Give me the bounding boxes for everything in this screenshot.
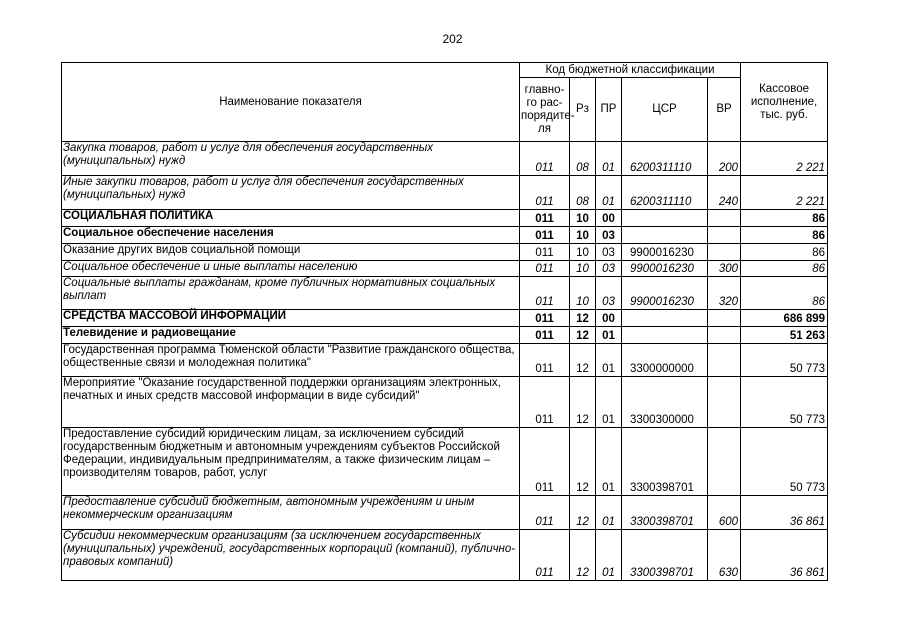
row-name: Предоставление субсидий юридическим лицам, за исключением субсидий государственным бюджетным и автономным учреждениям субъектов Российской Федерации, индивидуальным предпринимателям, а также физическим лицам – производителям товаров, работ, услуг xyxy=(62,428,520,496)
row-rz: 12 xyxy=(570,327,596,344)
row-vr xyxy=(708,344,741,377)
row-rz: 12 xyxy=(570,377,596,428)
header-csr: ЦСР xyxy=(622,78,708,142)
row-name: Закупка товаров, работ и услуг для обеспечения государственных (муниципальных) нужд xyxy=(62,142,520,176)
row-name: Мероприятие "Оказание государственной поддержки организациям электронных, печатных и иных средств массовой информации в виде субсидий" xyxy=(62,377,520,428)
table-row xyxy=(62,142,828,176)
row-csr: 3300398701 xyxy=(622,428,708,496)
table-row xyxy=(62,310,828,327)
row-pr: 01 xyxy=(596,496,622,530)
row-rz: 08 xyxy=(570,176,596,210)
table-body xyxy=(62,142,828,581)
row-name: Предоставление субсидий бюджетным, автономным учреждениям и иным некоммерческим организациям xyxy=(62,496,520,530)
row-csr: 3300398701 xyxy=(622,496,708,530)
row-admin-code: 011 xyxy=(520,210,570,227)
table-row xyxy=(62,496,828,530)
row-pr: 03 xyxy=(596,244,622,261)
header-pr: ПР xyxy=(596,78,622,142)
row-vr: 630 xyxy=(708,530,741,581)
row-pr: 00 xyxy=(596,210,622,227)
row-rz: 10 xyxy=(570,210,596,227)
row-name: Социальное обеспечение населения xyxy=(62,227,520,244)
row-vr: 200 xyxy=(708,142,741,176)
row-pr: 03 xyxy=(596,227,622,244)
row-csr xyxy=(622,210,708,227)
row-rz: 12 xyxy=(570,496,596,530)
row-admin-code: 011 xyxy=(520,496,570,530)
row-name: Субсидии некоммерческим организациям (за исключением государственных (муниципальных) учреждений, государственных корпораций (компаний), публично-правовых компаний) xyxy=(62,530,520,581)
row-admin-code: 011 xyxy=(520,428,570,496)
row-vr: 300 xyxy=(708,261,741,277)
row-amount: 686 899 xyxy=(741,310,828,327)
row-csr: 3300000000 xyxy=(622,344,708,377)
row-admin-code: 011 xyxy=(520,244,570,261)
row-rz: 10 xyxy=(570,227,596,244)
row-amount: 2 221 xyxy=(741,142,828,176)
row-admin-code: 011 xyxy=(520,142,570,176)
row-amount: 51 263 xyxy=(741,327,828,344)
header-name: Наименование показателя xyxy=(62,63,520,142)
header-budget-code: Код бюджетной классификации xyxy=(520,63,741,78)
row-admin-code: 011 xyxy=(520,310,570,327)
row-admin-code: 011 xyxy=(520,530,570,581)
row-csr: 6200311110 xyxy=(622,142,708,176)
row-rz: 10 xyxy=(570,277,596,310)
budget-table xyxy=(61,62,828,581)
row-csr xyxy=(622,327,708,344)
row-vr xyxy=(708,210,741,227)
table-row xyxy=(62,277,828,310)
row-csr: 9900016230 xyxy=(622,277,708,310)
row-pr: 01 xyxy=(596,530,622,581)
table-row xyxy=(62,377,828,428)
row-admin-code: 011 xyxy=(520,176,570,210)
row-amount: 86 xyxy=(741,227,828,244)
row-csr: 9900016230 xyxy=(622,261,708,277)
row-amount: 86 xyxy=(741,244,828,261)
row-pr: 03 xyxy=(596,261,622,277)
row-amount: 86 xyxy=(741,210,828,227)
row-name: СОЦИАЛЬНАЯ ПОЛИТИКА xyxy=(62,210,520,227)
header-vr: ВР xyxy=(708,78,741,142)
row-amount: 36 861 xyxy=(741,530,828,581)
row-csr: 3300300000 xyxy=(622,377,708,428)
row-csr xyxy=(622,227,708,244)
row-csr xyxy=(622,310,708,327)
table-row xyxy=(62,176,828,210)
row-name: Оказание других видов социальной помощи xyxy=(62,244,520,261)
row-name: Социальные выплаты гражданам, кроме публичных нормативных социальных выплат xyxy=(62,277,520,310)
table-row xyxy=(62,428,828,496)
table-row xyxy=(62,244,828,261)
row-admin-code: 011 xyxy=(520,261,570,277)
row-rz: 10 xyxy=(570,244,596,261)
row-vr xyxy=(708,227,741,244)
row-admin-code: 011 xyxy=(520,377,570,428)
header-rz: Рз xyxy=(570,78,596,142)
table-row xyxy=(62,327,828,344)
row-pr: 03 xyxy=(596,277,622,310)
row-amount: 50 773 xyxy=(741,377,828,428)
row-name: Иные закупки товаров, работ и услуг для обеспечения государственных (муниципальных) нужд xyxy=(62,176,520,210)
row-amount: 86 xyxy=(741,261,828,277)
row-amount: 50 773 xyxy=(741,428,828,496)
row-rz: 12 xyxy=(570,530,596,581)
row-rz: 08 xyxy=(570,142,596,176)
row-rz: 12 xyxy=(570,428,596,496)
header-amount: Кассовое исполнение, тыс. руб. xyxy=(741,63,828,142)
row-amount: 50 773 xyxy=(741,344,828,377)
row-csr: 9900016230 xyxy=(622,244,708,261)
row-vr xyxy=(708,310,741,327)
row-name: Социальное обеспечение и иные выплаты населению xyxy=(62,261,520,277)
row-vr: 600 xyxy=(708,496,741,530)
row-amount: 2 221 xyxy=(741,176,828,210)
row-admin-code: 011 xyxy=(520,327,570,344)
row-admin-code: 011 xyxy=(520,277,570,310)
row-vr xyxy=(708,428,741,496)
header-admin: главно-го рас-порядите-ля xyxy=(520,78,570,142)
row-vr xyxy=(708,327,741,344)
table-row xyxy=(62,261,828,277)
row-pr: 01 xyxy=(596,344,622,377)
row-pr: 01 xyxy=(596,176,622,210)
row-amount: 86 xyxy=(741,277,828,310)
table-row xyxy=(62,227,828,244)
row-pr: 01 xyxy=(596,142,622,176)
row-name: СРЕДСТВА МАССОВОЙ ИНФОРМАЦИИ xyxy=(62,310,520,327)
row-rz: 12 xyxy=(570,310,596,327)
row-name: Телевидение и радиовещание xyxy=(62,327,520,344)
row-csr: 3300398701 xyxy=(622,530,708,581)
row-csr: 6200311110 xyxy=(622,176,708,210)
table-row xyxy=(62,530,828,581)
table-row xyxy=(62,344,828,377)
row-rz: 10 xyxy=(570,261,596,277)
row-vr xyxy=(708,244,741,261)
table-row xyxy=(62,210,828,227)
row-amount: 36 861 xyxy=(741,496,828,530)
row-admin-code: 011 xyxy=(520,344,570,377)
page-number: 202 xyxy=(442,32,463,46)
row-pr: 01 xyxy=(596,428,622,496)
row-admin-code: 011 xyxy=(520,227,570,244)
row-vr xyxy=(708,377,741,428)
row-vr: 240 xyxy=(708,176,741,210)
row-vr: 320 xyxy=(708,277,741,310)
row-name: Государственная программа Тюменской области "Развитие гражданского общества, общественные связи и молодежная политика" xyxy=(62,344,520,377)
row-pr: 00 xyxy=(596,310,622,327)
row-pr: 01 xyxy=(596,327,622,344)
row-rz: 12 xyxy=(570,344,596,377)
row-pr: 01 xyxy=(596,377,622,428)
